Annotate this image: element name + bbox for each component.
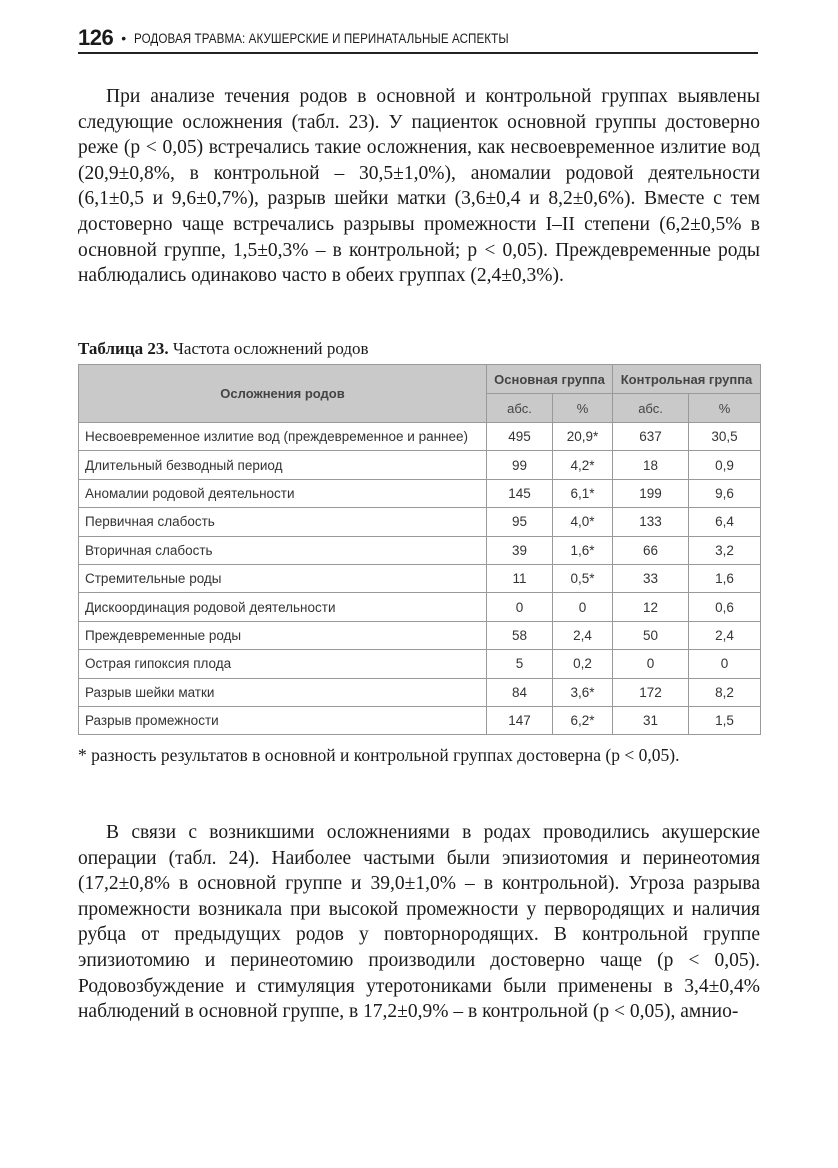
ctrl-abs-cell: 50 — [613, 621, 689, 649]
ctrl-abs-cell: 133 — [613, 508, 689, 536]
complications-table — [78, 364, 761, 735]
row-name: Вторичная слабость — [79, 536, 487, 564]
ctrl-pct-cell: 0,9 — [689, 451, 761, 479]
header-bullet: • — [121, 30, 127, 46]
main-pct-cell: 20,9* — [553, 423, 613, 451]
ctrl-pct-cell: 0 — [689, 650, 761, 678]
header-complications: Осложнения родов — [79, 365, 487, 423]
header-main-group: Основная группа — [487, 365, 613, 394]
table-row — [79, 564, 761, 592]
main-abs-cell: 5 — [487, 650, 553, 678]
ctrl-abs-cell: 637 — [613, 423, 689, 451]
paragraph-complications-analysis: При анализе течения родов в основной и контрольной группах выявлены следующие осложнения (табл. 23). У пациенток основной группы достоверно реже (р < 0,05) встречались такие осложнения, как несвоевременное излитие вод (20,9±0,8%, в контрольной – 30,5±1,0%), аномалии родовой деятельности (6,1±0,5 и 9,6±0,7%), разрыв шейки матки (3,6±0,4 и 8,2±0,6%). Вместе с тем достоверно чаще встречались разрывы промежности I–II степени (6,2±0,5% в основной группе, 1,5±0,3% – в контрольной; р < 0,05). Преждевременные роды наблюдались одинаково часто в обеих группах (2,4±0,3%). — [78, 86, 760, 287]
header-control-group: Контрольная группа — [613, 365, 761, 394]
main-abs-cell: 95 — [487, 508, 553, 536]
ctrl-pct-cell: 1,6 — [689, 564, 761, 592]
header-ctrl-pct: % — [689, 394, 761, 423]
main-pct-cell: 4,2* — [553, 451, 613, 479]
ctrl-pct-cell: 9,6 — [689, 479, 761, 507]
main-abs-cell: 99 — [487, 451, 553, 479]
main-pct-cell: 1,6* — [553, 536, 613, 564]
running-title: РОДОВАЯ ТРАВМА: АКУШЕРСКИЕ И ПЕРИНАТАЛЬНЫЕ АСПЕКТЫ — [134, 30, 509, 46]
page-number: 126 — [78, 25, 114, 50]
main-pct-cell: 4,0* — [553, 508, 613, 536]
table-footnote: * разность результатов в основной и контрольной группах достоверна (р < 0,05). — [78, 745, 680, 765]
row-name: Преждевременные роды — [79, 621, 487, 649]
header-main-abs: абс. — [487, 394, 553, 423]
table-row — [79, 423, 761, 451]
main-pct-cell: 0 — [553, 593, 613, 621]
main-pct-cell: 0,2 — [553, 650, 613, 678]
header-main-pct: % — [553, 394, 613, 423]
table-row — [79, 451, 761, 479]
table-row — [79, 593, 761, 621]
ctrl-abs-cell: 18 — [613, 451, 689, 479]
table-caption-text: Частота осложнений родов — [168, 339, 369, 358]
main-abs-cell: 39 — [487, 536, 553, 564]
header-ctrl-abs: абс. — [613, 394, 689, 423]
row-name: Разрыв шейки матки — [79, 678, 487, 706]
row-name: Разрыв промежности — [79, 706, 487, 734]
ctrl-pct-cell: 1,5 — [689, 706, 761, 734]
main-pct-cell: 6,1* — [553, 479, 613, 507]
ctrl-abs-cell: 0 — [613, 650, 689, 678]
ctrl-abs-cell: 199 — [613, 479, 689, 507]
main-abs-cell: 11 — [487, 564, 553, 592]
main-abs-cell: 84 — [487, 678, 553, 706]
table-row — [79, 621, 761, 649]
paragraph-obstetric-operations: В связи с возникшими осложнениями в родах проводились акушерские операции (табл. 24). Наиболее частыми были эпизиотомия и перинеотомия (17,2±0,8% в основной группе и 39,0±1,0% – в контрольной). Угроза разрыва промежности возникала при высокой промежности у первородящих и наличия рубца от предыдущих родов у повторнородящих. В контрольной группе эпизиотомию и перинеотомию производили достоверно чаще (р < 0,05). Родовозбуждение и стимуляция утеротониками были применены в 3,4±0,4% наблюдений в основной группе, в 17,2±0,9% – в контрольной (р < 0,05), амнио- — [78, 822, 760, 1023]
ctrl-abs-cell: 172 — [613, 678, 689, 706]
table-caption — [78, 339, 369, 359]
table-row — [79, 536, 761, 564]
row-name: Аномалии родовой деятельности — [79, 479, 487, 507]
table-row — [79, 706, 761, 734]
main-pct-cell: 3,6* — [553, 678, 613, 706]
ctrl-abs-cell: 33 — [613, 564, 689, 592]
table-row — [79, 650, 761, 678]
main-abs-cell: 58 — [487, 621, 553, 649]
main-pct-cell: 6,2* — [553, 706, 613, 734]
ctrl-pct-cell: 2,4 — [689, 621, 761, 649]
row-name: Первичная слабость — [79, 508, 487, 536]
row-name: Дискоординация родовой деятельности — [79, 593, 487, 621]
main-abs-cell: 147 — [487, 706, 553, 734]
ctrl-pct-cell: 0,6 — [689, 593, 761, 621]
ctrl-abs-cell: 12 — [613, 593, 689, 621]
table-row — [79, 678, 761, 706]
table-caption-label: Таблица 23. — [78, 339, 169, 358]
row-name: Длительный безводный период — [79, 451, 487, 479]
ctrl-pct-cell: 6,4 — [689, 508, 761, 536]
row-name: Острая гипоксия плода — [79, 650, 487, 678]
running-header — [78, 24, 758, 54]
main-pct-cell: 0,5* — [553, 564, 613, 592]
ctrl-pct-cell: 3,2 — [689, 536, 761, 564]
table-row — [79, 508, 761, 536]
main-abs-cell: 0 — [487, 593, 553, 621]
main-pct-cell: 2,4 — [553, 621, 613, 649]
row-name: Несвоевременное излитие вод (преждевременное и раннее) — [79, 423, 487, 451]
table-row — [79, 479, 761, 507]
ctrl-pct-cell: 30,5 — [689, 423, 761, 451]
row-name: Стремительные роды — [79, 564, 487, 592]
main-abs-cell: 495 — [487, 423, 553, 451]
ctrl-abs-cell: 31 — [613, 706, 689, 734]
ctrl-abs-cell: 66 — [613, 536, 689, 564]
main-abs-cell: 145 — [487, 479, 553, 507]
ctrl-pct-cell: 8,2 — [689, 678, 761, 706]
